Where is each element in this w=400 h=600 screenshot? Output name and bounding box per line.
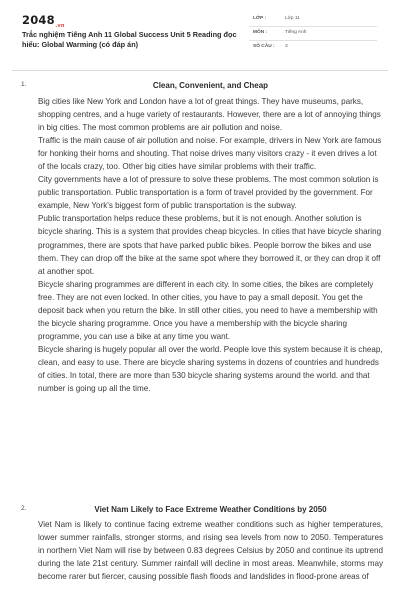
site-logo[interactable] [22, 13, 65, 29]
meta-label: MÔN : [253, 30, 268, 35]
passage-paragraph: Bicycle sharing is hugely popular all over the world. People love this system because it is cheap, clean, and easy to use. There are bicycle sharing systems in dozens of countries and hundreds of cities. In total, there are more than 530 bicycle sharing systems around the world. and that number is going up all the time. [38, 344, 383, 394]
passage-paragraph: Public transportation helps reduce these problems, but it is not enough. Another solution is bicycle sharing. This is a system that provides cheap bicycles. In cities that have bicycle sharing programmes, there are spots that have parked public bikes. People borrow the bikes and use them. They can drop off the bike at the same spot where they borrowed it, or they can drop it off at another spot. [38, 214, 382, 276]
meta-value: Lớp 11 [285, 16, 300, 21]
passage-paragraph: Traffic is the main cause of air pollution and noise. For example, drivers in New York are famous for honking their horns and shouting. That noise drives many visitors crazy - it even drives a lot of the locals crazy, too. Other big cities have similar problems with their traffic. [38, 136, 382, 172]
passage-paragraph: Bicycle sharing programmes are different in each city. In some cities, the bikes are completely free. They are not even locked. In other cities, you have to pay a small deposit. You get the deposit back when you return the bike. In still other cities, you need to have a membership with the bicycle sharing programme. Once you have a membership with the bicycle sharing programme, you can use a bike at any time you want. [38, 279, 378, 341]
question-passage: Viet Nam is likely to continue facing extreme weather conditions such as higher temperatures, lower summer rainfalls, stronger storms, and rising sea levels from now to 2050. Temperatures in northern Viet Nam will rise by between 0.83 degrees Celsius by 2050 and continue its uptrend during the late 21st century. Summer rainfall will decline in most areas. Meanwhile, storms may become rarer but fiercer, causing possible flash floods and landslides in flood-prone areas of [38, 520, 383, 582]
meta-value: Tiếng Anh [285, 30, 307, 35]
question-number: 2. [21, 505, 27, 512]
question-title: Viet Nam Likely to Face Extreme Weather Conditions by 2050 [94, 505, 327, 514]
question-number: 1. [21, 81, 27, 88]
passage-paragraph: Big cities like New York and London have a lot of great things. They have museums, parks, shopping centres, and a huge variety of restaurants. However, there are a lot of annoying things in big cities. The most common problems are air pollution and noise. [38, 97, 381, 133]
meta-label: LỚP : [253, 16, 267, 21]
logo-suffix: .vn [55, 23, 65, 30]
question-title: Clean, Convenient, and Cheap [152, 81, 269, 90]
meta-value: 3 [285, 44, 288, 49]
meta-row-subject [249, 27, 377, 41]
meta-info-table [249, 13, 377, 55]
header-divider [12, 70, 388, 71]
meta-row-class [249, 13, 377, 27]
page-header [0, 0, 400, 64]
meta-label: SỐ CÂU : [253, 44, 275, 49]
document-title: Trắc nghiệm Tiếng Anh 11 Global Success Unit 5 Reading đọc hiểu: Global Warming (có đáp án) [22, 30, 237, 49]
meta-row-question-count [249, 41, 377, 55]
passage-paragraph: City governments have a lot of pressure to solve these problems. The most common solution is public transportation. Public transportation is a form of travel provided by the government. For example, New York's biggest form of public transportation is the subway. [38, 175, 379, 211]
logo-text: 2048 [22, 13, 55, 27]
question-passage [38, 95, 383, 395]
